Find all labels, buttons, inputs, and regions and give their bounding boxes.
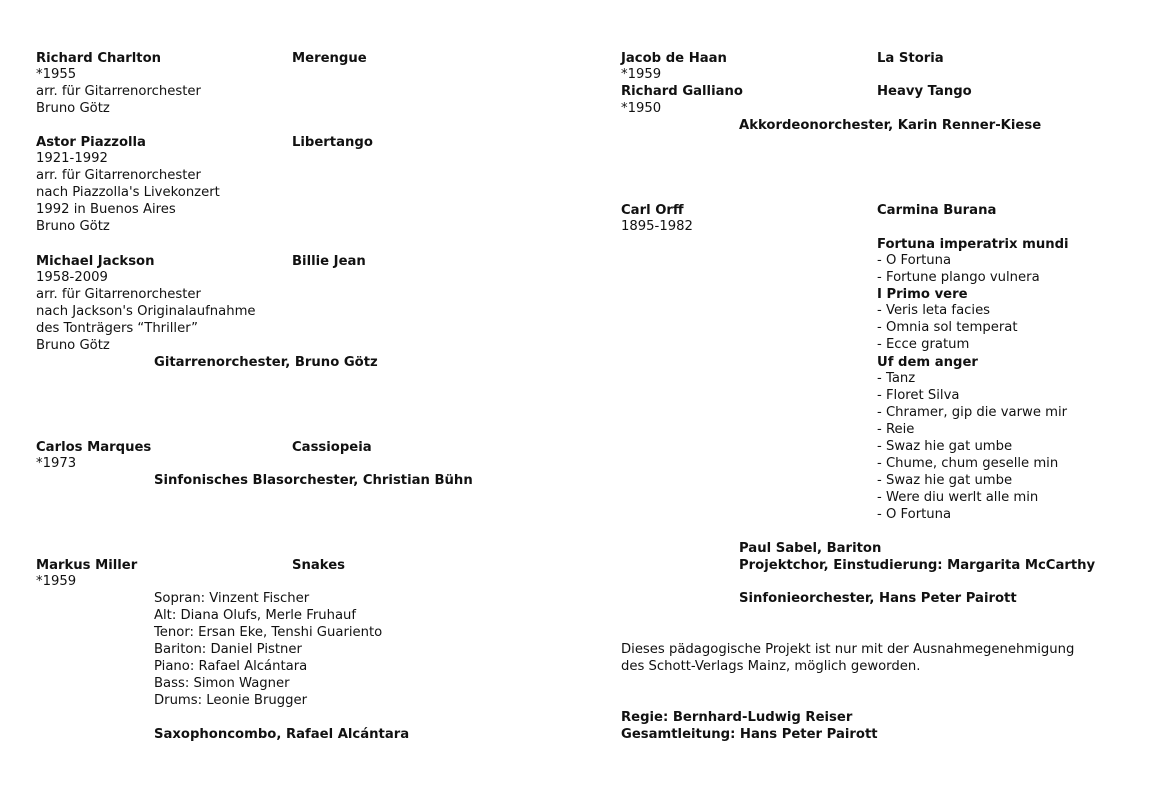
performer-line: Piano: Rafael Alcántara bbox=[154, 659, 308, 674]
arrangement-line: nach Piazzolla's Livekonzert bbox=[36, 185, 220, 200]
performer-line: Bass: Simon Wagner bbox=[154, 676, 290, 691]
movement-item: - Fortune plango vulnera bbox=[877, 270, 1040, 285]
ensemble-sax: Saxophoncombo, Rafael Alcántara bbox=[154, 727, 410, 742]
performer-line: Tenor: Ersan Eke, Tenshi Guariento bbox=[154, 625, 383, 640]
movement-item: - O Fortuna bbox=[877, 507, 952, 522]
composer-galliano: Richard Galliano bbox=[621, 84, 743, 99]
movement-item: - O Fortuna bbox=[877, 253, 952, 268]
years-piazzolla: 1921-1992 bbox=[36, 151, 108, 166]
title-billie-jean: Billie Jean bbox=[292, 254, 366, 269]
ensemble-accordion: Akkordeonorchester, Karin Renner-Kiese bbox=[739, 118, 1042, 133]
section-heading: Fortuna imperatrix mundi bbox=[877, 237, 1069, 252]
gesamtleitung-credit: Gesamtleitung: Hans Peter Pairott bbox=[621, 727, 878, 742]
regie-credit: Regie: Bernhard-Ludwig Reiser bbox=[621, 710, 853, 725]
title-merengue: Merengue bbox=[292, 51, 367, 66]
section-heading: Uf dem anger bbox=[877, 355, 978, 370]
ensemble-guitar: Gitarrenorchester, Bruno Götz bbox=[154, 355, 378, 370]
arranger-line: Bruno Götz bbox=[36, 101, 110, 116]
years-galliano: *1950 bbox=[621, 101, 662, 116]
arrangement-line: arr. für Gitarrenorchester bbox=[36, 168, 201, 183]
performer-line: Alt: Diana Olufs, Merle Fruhauf bbox=[154, 608, 357, 623]
ensemble-symphony: Sinfonieorchester, Hans Peter Pairott bbox=[739, 591, 1017, 606]
composer-piazzolla: Astor Piazzolla bbox=[36, 135, 146, 150]
arrangement-line: 1992 in Buenos Aires bbox=[36, 202, 176, 217]
years-jackson: 1958-2009 bbox=[36, 270, 108, 285]
title-snakes: Snakes bbox=[292, 558, 345, 573]
composer-dehaan: Jacob de Haan bbox=[621, 51, 727, 66]
years-charlton: *1955 bbox=[36, 67, 77, 82]
composer-jackson: Michael Jackson bbox=[36, 254, 155, 269]
section-heading: I Primo vere bbox=[877, 287, 968, 302]
composer-marques: Carlos Marques bbox=[36, 440, 152, 455]
project-note-line: des Schott-Verlags Mainz, möglich geworden. bbox=[621, 659, 921, 674]
movement-item: - Tanz bbox=[877, 371, 916, 386]
arranger-line: Bruno Götz bbox=[36, 338, 110, 353]
arrangement-line: nach Jackson's Originalaufnahme bbox=[36, 304, 256, 319]
title-heavy-tango: Heavy Tango bbox=[877, 84, 972, 99]
title-la-storia: La Storia bbox=[877, 51, 944, 66]
project-note-line: Dieses pädagogische Projekt ist nur mit der Ausnahmegenehmigung bbox=[621, 642, 1075, 657]
movement-item: - Veris leta facies bbox=[877, 303, 991, 318]
movement-item: - Were diu werlt alle min bbox=[877, 490, 1039, 505]
title-libertango: Libertango bbox=[292, 135, 373, 150]
title-cassiopeia: Cassiopeia bbox=[292, 440, 372, 455]
movement-item: - Reie bbox=[877, 422, 915, 437]
movement-item: - Omnia sol temperat bbox=[877, 320, 1018, 335]
composer-miller: Markus Miller bbox=[36, 558, 138, 573]
movement-item: - Ecce gratum bbox=[877, 337, 970, 352]
performer-line: Sopran: Vinzent Fischer bbox=[154, 591, 310, 606]
arrangement-line: des Tonträgers “Thriller” bbox=[36, 321, 199, 336]
composer-charlton: Richard Charlton bbox=[36, 51, 162, 66]
movement-item: - Swaz hie gat umbe bbox=[877, 473, 1013, 488]
performer-line: Drums: Leonie Brugger bbox=[154, 693, 308, 708]
arranger-line: Bruno Götz bbox=[36, 219, 110, 234]
movement-item: - Chume, chum geselle min bbox=[877, 456, 1059, 471]
movement-item: - Floret Silva bbox=[877, 388, 960, 403]
years-orff: 1895-1982 bbox=[621, 219, 693, 234]
arrangement-line: arr. für Gitarrenorchester bbox=[36, 84, 201, 99]
title-carmina-burana: Carmina Burana bbox=[877, 203, 997, 218]
years-miller: *1959 bbox=[36, 574, 77, 589]
choir: Projektchor, Einstudierung: Margarita McCarthy bbox=[739, 558, 1096, 573]
years-marques: *1973 bbox=[36, 456, 77, 471]
movement-item: - Chramer, gip die varwe mir bbox=[877, 405, 1068, 420]
arrangement-line: arr. für Gitarrenorchester bbox=[36, 287, 201, 302]
years-dehaan: *1959 bbox=[621, 67, 662, 82]
movement-item: - Swaz hie gat umbe bbox=[877, 439, 1013, 454]
soloist: Paul Sabel, Bariton bbox=[739, 541, 882, 556]
performer-line: Bariton: Daniel Pistner bbox=[154, 642, 302, 657]
ensemble-wind: Sinfonisches Blasorchester, Christian Bühn bbox=[154, 473, 473, 488]
composer-orff: Carl Orff bbox=[621, 203, 684, 218]
